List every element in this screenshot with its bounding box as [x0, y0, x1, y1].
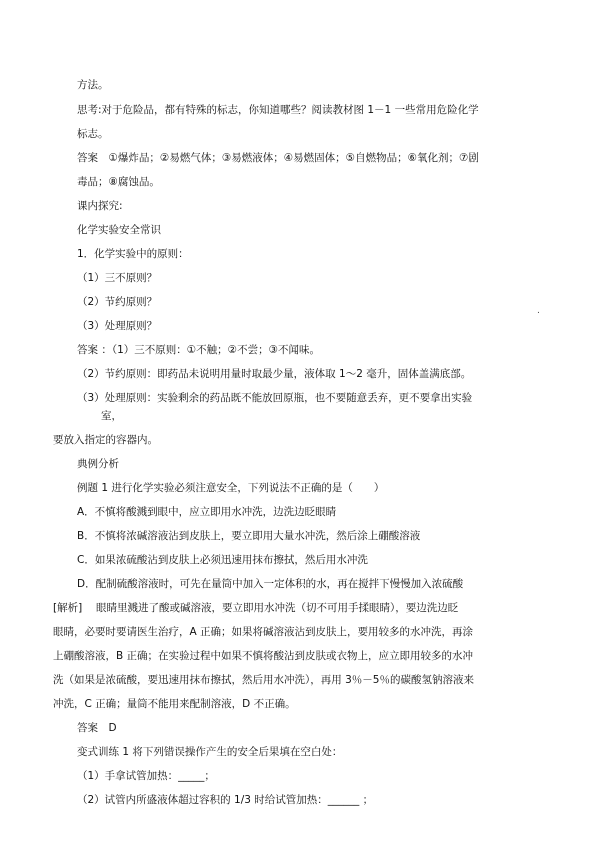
option-line: D．配制硫酸溶液时，可先在量筒中加入一定体积的水，再在搅拌下慢慢加入浓硫酸 [77, 578, 464, 590]
text-line: 答案 ：（1）三不原则：①不触；②不尝；③不闻味。 [77, 344, 321, 356]
text-line: 标志。 [77, 128, 109, 140]
option-line: C．如果浓硫酸沾到皮肤上必须迅速用抹布擦拭，然后用水冲洗 [77, 554, 368, 566]
text-line: 答案 D [77, 722, 117, 734]
section-heading: 课内探究: [77, 200, 123, 212]
option-line: B．不慎将浓碱溶液沾到皮肤上，要立即用大量水冲洗，然后涂上硼酸溶液 [77, 530, 421, 542]
text-line: 上硼酸溶液，B 正确；在实验过程中如果不慎将酸沾到皮肤或衣物上，应立即用较多的水冲 [53, 650, 474, 662]
text-line: 冲洗，C 正确；量筒不能用来配制溶液，D 不正确。 [53, 698, 296, 710]
text-line: （3）处理原则？ [77, 320, 158, 332]
text-line: （2）节约原则：即药品未说明用量时取最少量，液体取 1～2 毫升，固体盖满底部。 [77, 368, 472, 380]
text-line: 变式训练 1 将下列错误操作产生的安全后果填在空白处： [77, 746, 343, 758]
text-line: 室， [101, 410, 122, 422]
text-line: （3）处理原则：实验剩余的药品既不能放回原瓶，也不要随意丢弃，更不要拿出实验 [77, 392, 473, 404]
text-line: 眼睛，必要时要请医生治疗，A 正确；如果将碱溶液沾到皮肤上，要用较多的水冲洗，再涂 [53, 626, 474, 638]
text-line: 洗（如果是浓硫酸，要迅速用抹布擦拭，然后用水冲洗），再用 3％－5％的碳酸氢钠溶液来 [53, 674, 474, 686]
stray-mark: . [537, 306, 540, 316]
text-line: 1．化学实验中的原则： [77, 248, 189, 260]
text-line: 答案 ①爆炸品；②易燃气体；③易燃液体；④易燃固体；⑤自燃物品；⑥氧化剂；⑦剧 [77, 152, 479, 164]
text-line: （2）节约原则？ [77, 296, 158, 308]
text-line: （1）三不原则？ [77, 272, 158, 284]
text-line: 例题 1 进行化学实验必须注意安全，下列说法不正确的是（ ） [77, 482, 385, 494]
section-heading: 典例分析 [77, 458, 119, 470]
text-line: 思考:对于危险品，都有特殊的标志，你知道哪些？阅读教材图 1－1 一些常用危险化学 [77, 104, 479, 116]
text-line: [解析] 眼睛里溅进了酸或碱溶液，要立即用水冲洗（切不可用手揉眼睛），要边洗边眨 [53, 602, 459, 614]
section-heading: 化学实验安全常识 [77, 224, 161, 236]
text-line: 要放入指定的容器内。 [53, 434, 158, 446]
option-line: A．不慎将酸溅到眼中，应立即用水冲洗，边洗边眨眼睛 [77, 506, 337, 518]
text-line: 毒品；⑧腐蚀品。 [77, 176, 160, 188]
text-line: 方法。 [77, 79, 109, 91]
text-line: （1）手拿试管加热：_____； [77, 770, 215, 782]
text-line: （2）试管内所盛液体超过容积的 1/3 时给试管加热：______ ； [77, 794, 374, 806]
